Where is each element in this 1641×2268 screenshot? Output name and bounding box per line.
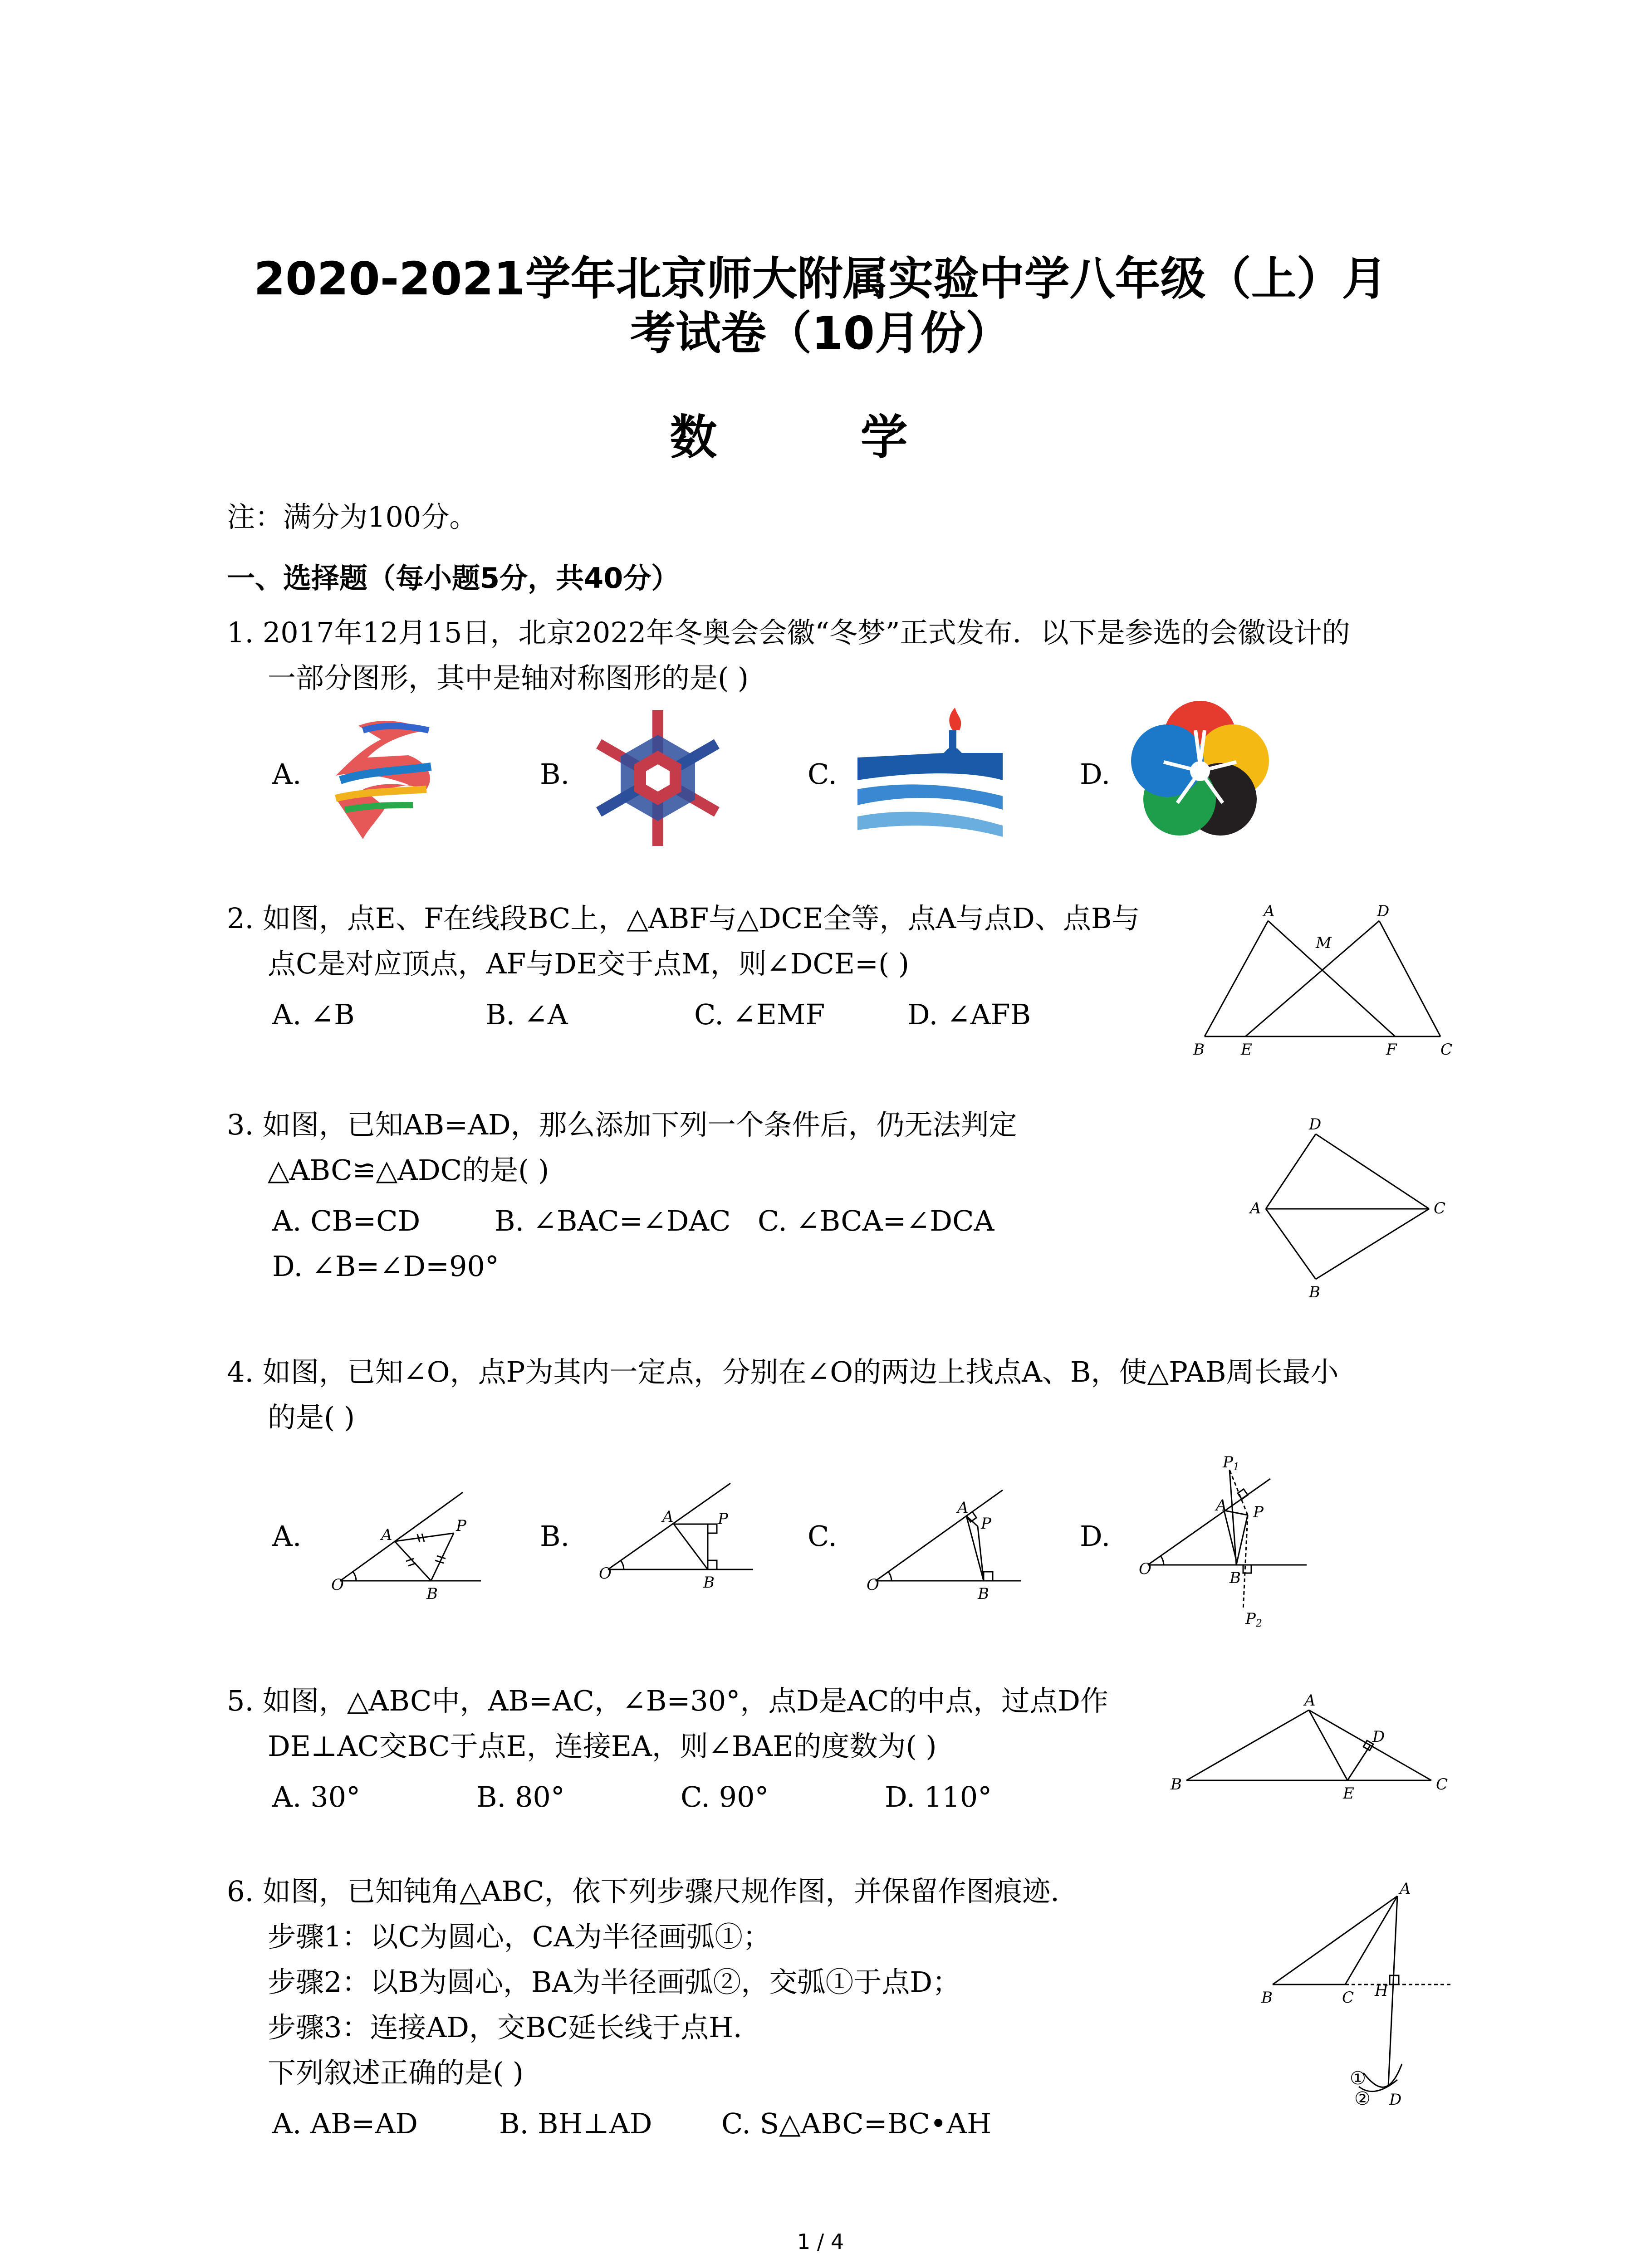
q2-label-f: F xyxy=(1386,1041,1397,1059)
q4c-label-p: P xyxy=(981,1515,991,1533)
q2-line-1: 2. 如图，点E、F在线段BC上，△ABF与△DCE全等，点A与点D、点B与 xyxy=(227,902,1140,935)
q6-step-1: 步骤1：以C为圆心，CA为半径画弧①； xyxy=(268,1920,771,1953)
q5-line-2: DE⊥AC交BC于点E，连接EA，则∠BAE的度数为( ) xyxy=(268,1730,937,1763)
score-note: 注：满分为100分。 xyxy=(227,500,478,533)
q3-option-d: D. ∠B=∠D=90° xyxy=(272,1250,499,1283)
q2-label-c: C xyxy=(1440,1041,1453,1059)
q2-label-d: D xyxy=(1377,902,1390,920)
q4-option-a-label: A. xyxy=(272,1520,302,1553)
q2-label-m: M xyxy=(1316,934,1332,952)
q4a-label-a: A xyxy=(381,1526,392,1544)
q5-label-b: B xyxy=(1171,1775,1182,1794)
q5-triangle-figure xyxy=(1161,1687,1461,1823)
q2-option-d: D. ∠AFB xyxy=(907,998,1031,1031)
title-line-2: 考试卷（10月份） xyxy=(630,307,1011,360)
q6-construction-figure xyxy=(1243,1873,1461,2127)
q6-step-2: 步骤2：以B为圆心，BA为半径画弧②，交弧①于点D； xyxy=(268,1965,961,1999)
q6-step-3: 步骤3：连接AD，交BC延长线于点H． xyxy=(268,2011,762,2044)
q1-logo-b-image xyxy=(590,708,726,848)
q2-label-a: A xyxy=(1264,902,1275,920)
q4c-label-o: O xyxy=(867,1576,879,1594)
q6-prompt: 下列叙述正确的是( ) xyxy=(268,2056,524,2089)
q2-label-e: E xyxy=(1241,1041,1252,1059)
q1-line-1: 1. 2017年12月15日，北京2022年冬奥会会徽“冬梦”正式发布．以下是参选的会徽设计的 xyxy=(227,616,1350,649)
q4-line-2: 的是( ) xyxy=(268,1401,355,1434)
subject-heading: 数 学 xyxy=(670,410,971,465)
q3-quadrilateral-figure xyxy=(1225,1098,1461,1315)
q1-option-a-label: A. xyxy=(272,758,302,791)
q3-option-b: B. ∠BAC=∠DAC xyxy=(495,1204,731,1237)
q5-label-e: E xyxy=(1343,1784,1354,1803)
q4-option-c-label: C. xyxy=(808,1520,837,1553)
q4b-label-o: O xyxy=(599,1564,612,1583)
q5-option-b: B. 80° xyxy=(476,1780,565,1813)
q5-option-d: D. 110° xyxy=(885,1780,992,1813)
q4d-label-a: A xyxy=(1216,1496,1227,1515)
q6-option-b: B. BH⊥AD xyxy=(499,2107,652,2140)
q1-option-d-label: D. xyxy=(1080,758,1111,791)
title-line-1: 2020-2021学年北京师大附属实验中学八年级（上）月 xyxy=(254,252,1387,305)
q4-figure-d xyxy=(1134,1452,1325,1633)
q4c-label-a: A xyxy=(957,1499,969,1517)
q4-option-d-label: D. xyxy=(1080,1520,1111,1553)
section-heading: 一、选择题（每小题5分，共40分） xyxy=(227,562,680,595)
q6-label-b: B xyxy=(1261,1989,1273,2007)
q3-line-2: △ABC≌△ADC的是( ) xyxy=(268,1154,549,1187)
q1-logo-d-image xyxy=(1125,699,1275,844)
q5-option-c: C. 90° xyxy=(681,1780,769,1813)
q3-label-a: A xyxy=(1250,1199,1261,1217)
q1-option-c-label: C. xyxy=(808,758,837,791)
q5-label-a: A xyxy=(1304,1691,1316,1710)
q6-label-a: A xyxy=(1400,1880,1411,1898)
q6-line-1: 6. 如图，已知钝角△ABC，依下列步骤尺规作图，并保留作图痕迹． xyxy=(227,1875,1079,1908)
q3-label-c: C xyxy=(1434,1199,1446,1217)
q4-line-1: 4. 如图，已知∠O，点P为其内一定点，分别在∠O的两边上找点A、B，使△PAB周长最小 xyxy=(227,1355,1339,1388)
q4b-label-b: B xyxy=(703,1574,715,1592)
q2-label-b: B xyxy=(1193,1041,1205,1059)
q4d-label-p1: P1 xyxy=(1223,1453,1239,1473)
q6-arc-2-label: ② xyxy=(1354,2088,1371,2109)
q3-label-b: B xyxy=(1309,1283,1320,1301)
q6-label-c: C xyxy=(1342,1989,1354,2007)
q4-option-b-label: B. xyxy=(540,1520,570,1553)
q4c-label-b: B xyxy=(978,1585,989,1603)
q4b-label-a: A xyxy=(662,1508,674,1526)
q4a-label-o: O xyxy=(331,1576,344,1594)
q4d-label-p2: P2 xyxy=(1245,1610,1262,1629)
q5-line-1: 5. 如图，△ABC中，AB=AC，∠B=30°，点D是AC的中点，过点D作 xyxy=(227,1684,1108,1717)
q4d-label-o: O xyxy=(1139,1560,1151,1578)
q6-label-d: D xyxy=(1389,2091,1402,2109)
q4-figure-b xyxy=(594,1479,767,1606)
q6-arc-1-label: ① xyxy=(1350,2068,1366,2089)
q5-label-c: C xyxy=(1436,1775,1448,1794)
q4a-label-p: P xyxy=(456,1517,466,1535)
q5-option-a: A. 30° xyxy=(272,1780,361,1813)
q1-line-2: 一部分图形，其中是轴对称图形的是( ) xyxy=(268,661,749,694)
q6-label-h: H xyxy=(1375,1982,1388,2000)
q5-label-d: D xyxy=(1372,1728,1385,1746)
q4d-label-b: B xyxy=(1230,1569,1241,1587)
page-number: 1 / 4 xyxy=(797,2229,844,2254)
q4a-label-b: B xyxy=(426,1585,438,1603)
q4d-label-p: P xyxy=(1253,1503,1264,1521)
q4-figure-c xyxy=(862,1479,1034,1606)
q4b-label-p: P xyxy=(718,1510,728,1528)
q6-option-a: A. AB=AD xyxy=(272,2107,418,2140)
q1-option-b-label: B. xyxy=(540,758,570,791)
q2-triangles-figure xyxy=(1180,898,1461,1066)
q3-option-c: C. ∠BCA=∠DCA xyxy=(758,1204,994,1237)
q4-figure-a xyxy=(327,1479,499,1606)
q2-option-c: C. ∠EMF xyxy=(694,998,825,1031)
q3-label-d: D xyxy=(1309,1115,1322,1134)
q6-option-c: C. S△ABC=BC•AH xyxy=(721,2107,992,2140)
q2-option-b: B. ∠A xyxy=(485,998,568,1031)
q3-option-a: A. CB=CD xyxy=(272,1204,421,1237)
q1-logo-c-image xyxy=(853,699,1007,844)
q2-option-a: A. ∠B xyxy=(272,998,355,1031)
q2-line-2: 点C是对应顶点，AF与DE交于点M，则∠DCE=( ) xyxy=(268,947,910,980)
q1-logo-a-image xyxy=(318,712,454,848)
q3-line-1: 3. 如图，已知AB=AD，那么添加下列一个条件后，仍无法判定 xyxy=(227,1108,1017,1141)
